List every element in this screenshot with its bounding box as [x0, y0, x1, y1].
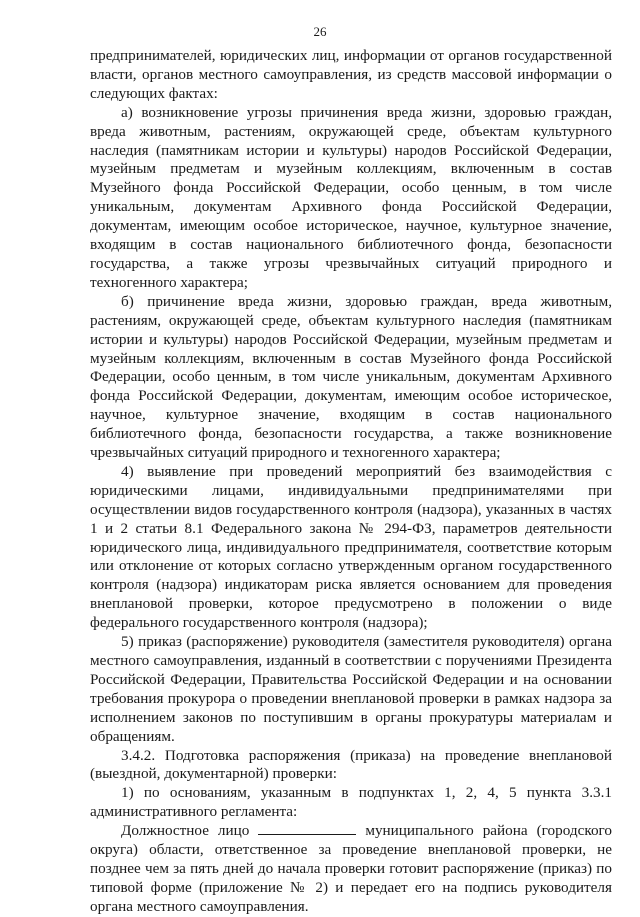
page-number: 26 — [313, 24, 327, 39]
paragraph-intro: предпринимателей, юридических лиц, информации от органов государственной власти, органов местного самоуправления, из средств массовой информации о следующих фактах: — [90, 47, 612, 102]
document-body — [90, 47, 612, 917]
official-text: муниципального района (городского округа) области, ответственное за проведение внеплановой проверки, не позднее чем за пять дней до начала проверки готовит распоряжение (приказ) по типовой форме (приложение № 2) и передает его на подпись руководителя органа местного самоуправления. — [90, 822, 612, 915]
paragraph-a: а) возникновение угрозы причинения вреда жизни, здоровью граждан, вреда животным, растениям, окружающей среде, объектам культурного наследия (памятникам истории и культуры) народов Российской Федерации, музейным предметам и музейным коллекциям, включенным в состав Музейного фонда Российской Федерации, особо ценным, в том числе уникальным, документам Архивного фонда Российской Федерации, документам, имеющим особое историческое, научное, культурное значение, входящим в состав национального библиотечного фонда, безопасности государства, а также угрозы чрезвычайных ситуаций природного и техногенного характера; — [90, 103, 612, 291]
fill-in-blank — [258, 822, 356, 835]
paragraph-1-grounds: 1) по основаниям, указанным в подпунктах 1, 2, 4, 5 пункта 3.3.1 административного регламента: — [90, 784, 612, 821]
paragraph-4: 4) выявление при проведений мероприятий без взаимодействия с юридическими лицами, индивидуальными предпринимателями при осуществлении видов государственного контроля (надзора), указанных в частях 1 и 2 статьи 8.1 Федерального закона № 294-ФЗ, параметров деятельности юридического лица, индивидуального предпринимателя, соответствие которым или отклонение от которых согласно утвержденным органом государственного контроля (надзора) индикаторам риска является основанием для проведения внеплановой проверки, которое предусмотрено в положении о виде федерального государственного контроля (надзора); — [90, 462, 612, 632]
official-label: Должностное лицо — [121, 822, 250, 840]
paragraph-5: 5) приказ (распоряжение) руководителя (заместителя руководителя) органа местного самоуправления, изданный в соответствии с поручениями Президента Российской Федерации, Правительства Российской Федерации и на основании требования прокурора о проведении внеплановой проверки в рамках надзора за исполнением законов по поступившим в органы прокуратуры материалам и обращениям. — [90, 633, 612, 745]
paragraph-official — [90, 822, 612, 917]
paragraph-3-4-2: 3.4.2. Подготовка распоряжения (приказа) на проведение внеплановой (выездной, документарной) проверки: — [90, 746, 612, 783]
paragraph-b: б) причинение вреда жизни, здоровью граждан, вреда животным, растениям, окружающей среде, объектам культурного наследия (памятникам истории и культуры) народов Российской Федерации, музейным предметам и музейным коллекциям, включенным в состав Музейного фонда Российской Федерации, особо ценным, в том числе уникальным, документам Архивного фонда Российской Федерации, документам, имеющим особое историческое, научное, культурное значение, входящим в состав национального библиотечного фонда, безопасности государства, а также возникновение чрезвычайных ситуаций природного и техногенного характера; — [90, 292, 612, 462]
